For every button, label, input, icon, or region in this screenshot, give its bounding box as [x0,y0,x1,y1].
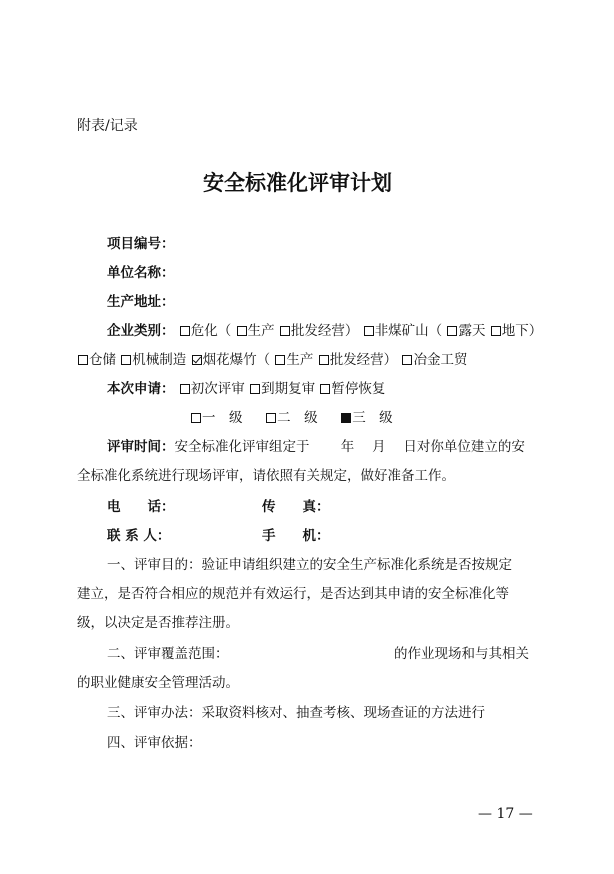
level-row [190,409,393,427]
annex-label: 附表/记录 [77,118,138,134]
review-time-line-2: 全标准化系统进行现场评审，请依照有关规定，做好准备工作。 [77,468,455,484]
option-suspension-restore: 暂停恢复 [331,381,386,397]
contact-person-label: 联 系 人： [107,528,171,544]
checkbox-fireworks-production[interactable] [275,355,285,365]
application-label: 本次申请： [107,381,175,397]
review-time-label: 评审时间： [107,439,175,455]
checkbox-suspension-restore[interactable] [320,384,330,394]
category-label: 企业类别： [107,323,175,339]
option-level-1: 一 级 [202,410,243,426]
checkbox-initial-review[interactable] [180,384,190,394]
option-initial-review: 初次评审 [190,381,245,397]
address-label: 生产地址： [107,294,175,310]
project-number-label: 项目编号： [107,236,175,252]
page-title: 安全标准化评审计划 [203,170,392,195]
checkbox-renewal-review[interactable] [250,384,260,394]
method-line: 三、评审办法：采取资料核对、抽查考核、现场查证的方法进行 [107,705,485,721]
review-time-text-1: 安全标准化评审组定于 年 月 日对你单位建立的安 [174,439,525,455]
option-fireworks-production: 生产 [286,352,314,368]
purpose-line-3: 级，以决定是否推荐注册。 [77,615,239,631]
checkbox-machinery[interactable] [121,355,131,365]
category-row-1 [107,322,542,340]
checkbox-fireworks-wholesale[interactable] [319,355,329,365]
checkbox-open-pit[interactable] [447,326,457,336]
option-nonmetal-mine: 非煤矿山（ [374,323,443,339]
option-metallurgy: 冶金工贸 [413,352,468,368]
checkbox-storage[interactable] [78,355,88,365]
page-number: — 17 — [478,806,533,822]
option-level-2: 二 级 [277,410,318,426]
checkbox-level-2[interactable] [266,413,276,423]
option-fireworks-wholesale: 批发经营） [329,352,398,368]
phone-label: 电 话： [107,499,175,515]
fax-label: 传 真： [262,499,330,515]
option-fireworks: 烟花爆竹（ [202,352,271,368]
checkbox-level-1[interactable] [191,413,201,423]
purpose-line-2: 建立，是否符合相应的规范并有效运行，是否达到其申请的安全标准化等 [77,586,509,602]
option-hazchem: 危化（ [190,323,232,339]
checkbox-level-3[interactable] [341,413,351,423]
option-open-pit: 露天 [458,323,486,339]
option-machinery: 机械制造 [132,352,187,368]
checkbox-underground[interactable] [491,326,501,336]
unit-name-label: 单位名称： [107,265,175,281]
basis-line: 四、评审依据： [107,735,202,751]
checkbox-hazchem-production[interactable] [237,326,247,336]
checkbox-hazchem-wholesale[interactable] [280,326,290,336]
scope-line-1b: 的作业现场和与其相关 [394,646,529,662]
checkbox-nonmetal-mine[interactable] [364,326,374,336]
scope-line-2: 的职业健康安全管理活动。 [77,675,239,691]
mobile-label: 手 机： [262,528,330,544]
purpose-line-1: 一、评审目的：验证申请组织建立的安全生产标准化系统是否按规定 [107,557,512,573]
option-level-3: 三 级 [352,410,393,426]
review-time-line-1 [107,438,525,456]
option-storage: 仓储 [89,352,116,368]
checkbox-fireworks[interactable] [192,355,202,365]
option-underground: 地下） [501,323,543,339]
application-row [107,380,385,398]
checkbox-hazchem[interactable] [180,326,190,336]
scope-line-1a: 二、评审覆盖范围： [107,646,229,662]
option-renewal-review: 到期复审 [261,381,316,397]
checkbox-metallurgy[interactable] [402,355,412,365]
category-row-2 [77,351,467,369]
option-hazchem-wholesale: 批发经营） [290,323,359,339]
option-hazchem-production: 生产 [247,323,275,339]
